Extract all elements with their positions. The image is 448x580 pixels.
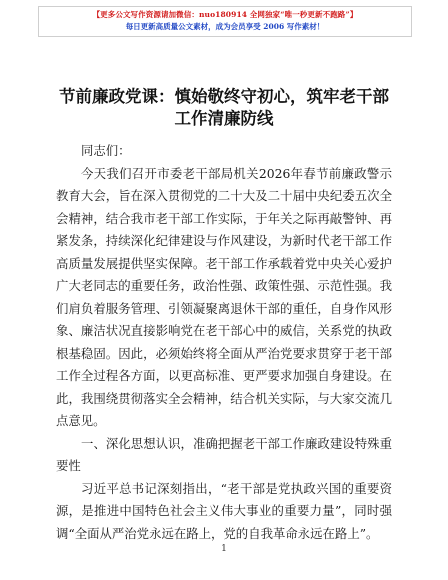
promo-banner <box>38 6 412 37</box>
salutation: 同志们： <box>81 143 131 158</box>
document-body <box>56 140 392 545</box>
page-number: 1 <box>221 544 227 554</box>
promo-banner-line2: 每日更新高质量公文素材，成为会员享受 2006 写作素材！ <box>125 22 325 31</box>
section-heading: 一、深化思想认识，准确把握老干部工作廉政建设特殊重要性 <box>56 435 392 473</box>
document-title: 节前廉政党课：慎始敬终守初心，筑牢老干部工作清廉防线 <box>59 87 389 128</box>
promo-banner-line1: 【更多公文写作资源请加微信：nuo180914 全网独家“唯一秒更新不跑路”】 <box>92 10 358 19</box>
body-paragraph: 今天我们召开市委老干部局机关2026年春节前廉政警示教育大会，旨在深入贯彻党的二十大及二十届中央纪委五次全会精神，结合我市老干部工作实际，于年关之际再敲警钟、再紧发条，持续深化纪律建设与作风建设，为新时代老干部工作高质量发展提供坚实保障。老干部工作承载着党中央关心爱护广大老同志的重要任务，政治性强、政策性强、示范性强。我们肩负着服务管理、引领凝聚离退休干部的重任，自身作风形象、廉洁状况直接影响党在老干部心中的威信，关系党的执政根基稳固。因此，必须始终将全面从严治党要求贯穿于老干部工作全过程各方面，以更高标准、更严要求加强自身建设。在此，我围绕贯彻落实全会精神，结合机关实际，与大家交流几点意见。 <box>56 165 392 428</box>
body-paragraph-2: 习近平总书记深刻指出，“老干部是党执政兴国的重要资源，是推进中国特色社会主义伟大事业的重要力量”，同时强调“全面从严治党永远在路上，党的自我革命永远在路上”。 <box>56 480 392 541</box>
